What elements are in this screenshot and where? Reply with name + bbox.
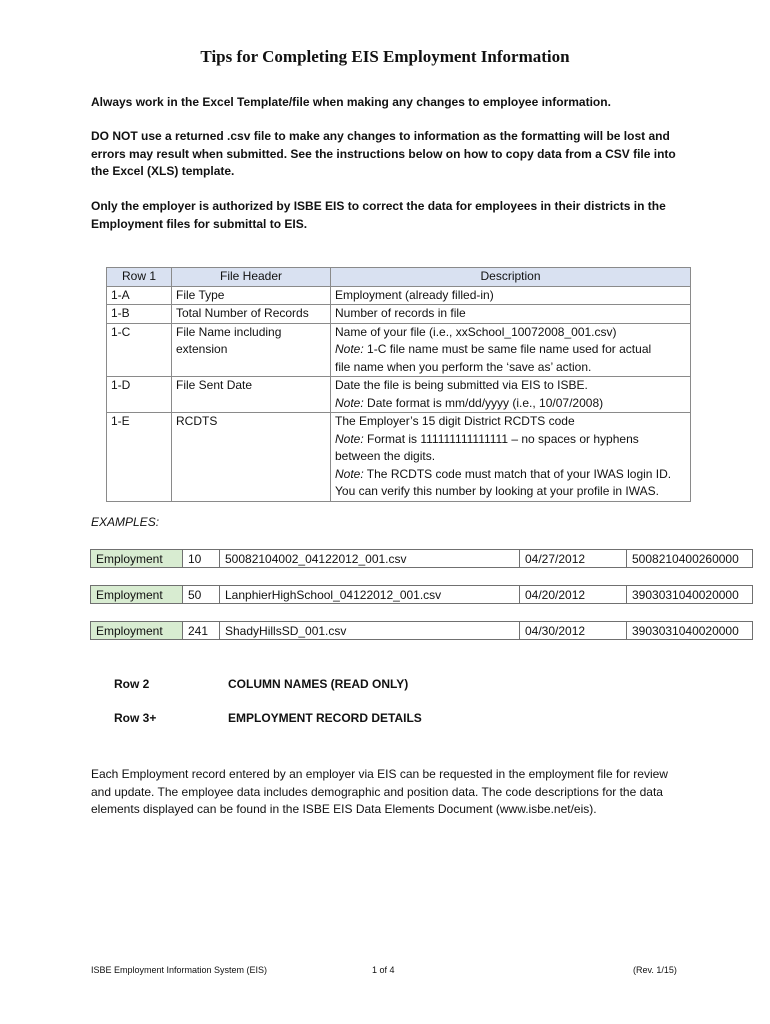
row-desc-line: The Employer’s 15 digit District RCDTS code bbox=[335, 414, 575, 428]
example-count: 10 bbox=[183, 550, 220, 568]
row-code: 1-B bbox=[107, 305, 172, 324]
note-text: 1-C file name must be same file name used for actual bbox=[363, 342, 652, 356]
example-row bbox=[90, 585, 753, 604]
intro-csv-warning: DO NOT use a returned .csv file to make any changes to information as the formatting will be lost and errors may result when submitted. See the instructions below on how to copy data from a CSV file into the Excel (XLS) template. bbox=[91, 129, 676, 178]
row3-value: EMPLOYMENT RECORD DETAILS bbox=[228, 711, 422, 725]
example-file: 50082104002_04122012_001.csv bbox=[220, 550, 520, 568]
example-type: Employment bbox=[91, 586, 183, 604]
example-type: Employment bbox=[91, 622, 183, 640]
row-code: 1-E bbox=[107, 413, 172, 502]
row-note-cont: You can verify this number by looking at your profile in IWAS. bbox=[335, 484, 659, 498]
row-code: 1-D bbox=[107, 377, 172, 413]
row2-label: Row 2 bbox=[114, 677, 150, 691]
row-desc bbox=[331, 413, 691, 502]
row-header-line: extension bbox=[176, 342, 228, 356]
footer-revision: (Rev. 1/15) bbox=[633, 965, 677, 975]
example-rcdts: 3903031040020000 bbox=[627, 622, 753, 640]
example-rcdts: 3903031040020000 bbox=[627, 586, 753, 604]
row-note bbox=[335, 341, 686, 359]
example-row bbox=[90, 621, 753, 640]
table-row bbox=[107, 377, 691, 413]
row-desc-line: Name of your file (i.e., xxSchool_10072008_001.csv) bbox=[335, 324, 617, 339]
note-label: Note: bbox=[335, 395, 364, 410]
row-header-line: File Name including bbox=[176, 324, 282, 339]
intro-excel-note: Always work in the Excel Template/file when making any changes to employee information. bbox=[91, 95, 611, 109]
example-rcdts: 5008210400260000 bbox=[627, 550, 753, 568]
row-desc bbox=[331, 323, 691, 377]
row1-header-table bbox=[106, 267, 691, 502]
note-text: The RCDTS code must match that of your IWAS login ID. bbox=[363, 466, 672, 481]
example-count: 241 bbox=[183, 622, 220, 640]
col-header-row1: Row 1 bbox=[107, 268, 172, 287]
col-header-file-header: File Header bbox=[172, 268, 331, 287]
example-date: 04/30/2012 bbox=[520, 622, 627, 640]
note-label: Note: bbox=[335, 342, 364, 356]
intro-employer-authorization: Only the employer is authorized by ISBE EIS to correct the data for employees in their districts in the Employment files for submittal to EIS. bbox=[91, 199, 666, 231]
page-title: Tips for Completing EIS Employment Information bbox=[200, 47, 570, 66]
note-text: Format is 111111111111111 – no spaces or hyphens bbox=[363, 431, 639, 446]
row-header bbox=[172, 323, 331, 377]
table-header-row bbox=[107, 268, 691, 287]
row-note bbox=[335, 395, 686, 413]
footer-page-number: 1 of 4 bbox=[372, 965, 395, 975]
table-row bbox=[107, 286, 691, 305]
example-type: Employment bbox=[91, 550, 183, 568]
footer-system-name: ISBE Employment Information System (EIS) bbox=[91, 965, 268, 975]
row-note-cont: between the digits. bbox=[335, 449, 436, 463]
row-header: File Type bbox=[172, 286, 331, 305]
examples-label: EXAMPLES: bbox=[91, 515, 160, 529]
row-note bbox=[335, 466, 686, 484]
row-note bbox=[335, 431, 686, 449]
row2-value: COLUMN NAMES (READ ONLY) bbox=[228, 677, 409, 691]
note-label: Note: bbox=[335, 466, 364, 481]
row-header: Total Number of Records bbox=[172, 305, 331, 324]
row-desc bbox=[331, 377, 691, 413]
col-header-description: Description bbox=[331, 268, 691, 287]
table-row bbox=[107, 305, 691, 324]
row-desc: Number of records in file bbox=[331, 305, 691, 324]
row-desc: Employment (already filled-in) bbox=[331, 286, 691, 305]
row-desc-line: Date the file is being submitted via EIS to ISBE. bbox=[335, 378, 588, 392]
row-code: 1-A bbox=[107, 286, 172, 305]
example-file: LanphierHighSchool_04122012_001.csv bbox=[220, 586, 520, 604]
row-header: File Sent Date bbox=[172, 377, 331, 413]
example-count: 50 bbox=[183, 586, 220, 604]
closing-paragraph: Each Employment record entered by an employer via EIS can be requested in the employment file for review and update. The employee data includes demographic and position data. The code descriptions for the data elements displayed can be found in the ISBE EIS Data Elements Document (www.isbe.net/eis). bbox=[91, 767, 668, 816]
example-file: ShadyHillsSD_001.csv bbox=[220, 622, 520, 640]
table-row bbox=[107, 413, 691, 502]
note-label: Note: bbox=[335, 431, 364, 446]
row-note-cont: file name when you perform the ‘save as’ action. bbox=[335, 359, 592, 374]
example-date: 04/20/2012 bbox=[520, 586, 627, 604]
row-code: 1-C bbox=[107, 323, 172, 377]
example-row bbox=[90, 549, 753, 568]
row3-label: Row 3+ bbox=[114, 711, 157, 725]
example-date: 04/27/2012 bbox=[520, 550, 627, 568]
table-row bbox=[107, 323, 691, 377]
note-text: Date format is mm/dd/yyyy (i.e., 10/07/2008) bbox=[363, 395, 604, 410]
row-header: RCDTS bbox=[172, 413, 331, 502]
